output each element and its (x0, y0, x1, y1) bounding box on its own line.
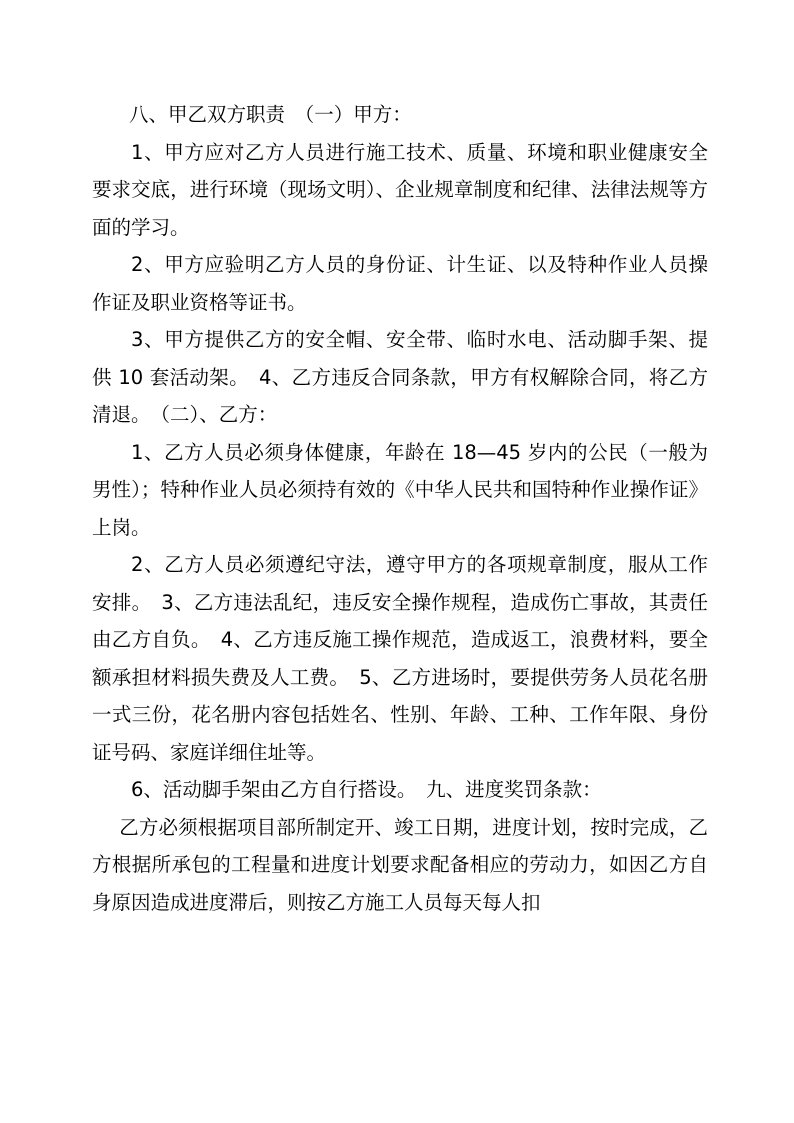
paragraph-party-a-clause-1: 1、甲方应对乙方人员进行施工技术、质量、环境和职业健康安全要求交底，进行环境（现场文明）、企业规章制度和纪律、法律法规等方面的学习。 (92, 140, 708, 239)
paragraph-party-b-clause-2-5: 2、乙方人员必须遵纪守法，遵守甲方的各项规章制度，服从工作安排。 3、乙方违法乱纪，违反安全操作规程，造成伤亡事故，其责任由乙方自负。 4、乙方违反施工操作规范，造成返工，浪费材料，要全额承担材料损失费及人工费。 5、乙方进场时，要提供劳务人员花名册一式三份，花名册内容包括姓名、性别、年龄、工种、工作年限、身份证号码、家庭详细住址等。 (92, 553, 708, 764)
paragraph-progress-clause: 乙方必须根据项目部所制定开、竣工日期，进度计划，按时完成，乙方根据所承包的工程量和进度计划要求配备相应的劳动力，如因乙方自身原因造成进度滞后，则按乙方施工人员每天每人扣 (92, 815, 708, 914)
section-heading-responsibilities: 八、甲乙双方职责 （一）甲方： (129, 103, 412, 126)
document-body (92, 96, 708, 921)
paragraph-party-a-clause-3-4: 3、甲方提供乙方的安全帽、安全带、临时水电、活动脚手架、提供 10 套活动架。 4、乙方违反合同条款，甲方有权解除合同，将乙方清退。 （二）、乙方： (92, 328, 708, 426)
paragraph-party-b-clause-6: 6、活动脚手架由乙方自行搭设。 九、进度奖罚条款： (131, 778, 602, 801)
paragraph-party-a-clause-2: 2、甲方应验明乙方人员的身份证、计生证、以及特种作业人员操作证及职业资格等证书。 (92, 253, 708, 314)
paragraph-party-b-clause-1: 1、乙方人员必须身体健康，年龄在 18—45 岁内的公民（一般为男性）；特种作业人员必须持有效的《中华人民共和国特种作业操作证》上岗。 (92, 440, 708, 539)
